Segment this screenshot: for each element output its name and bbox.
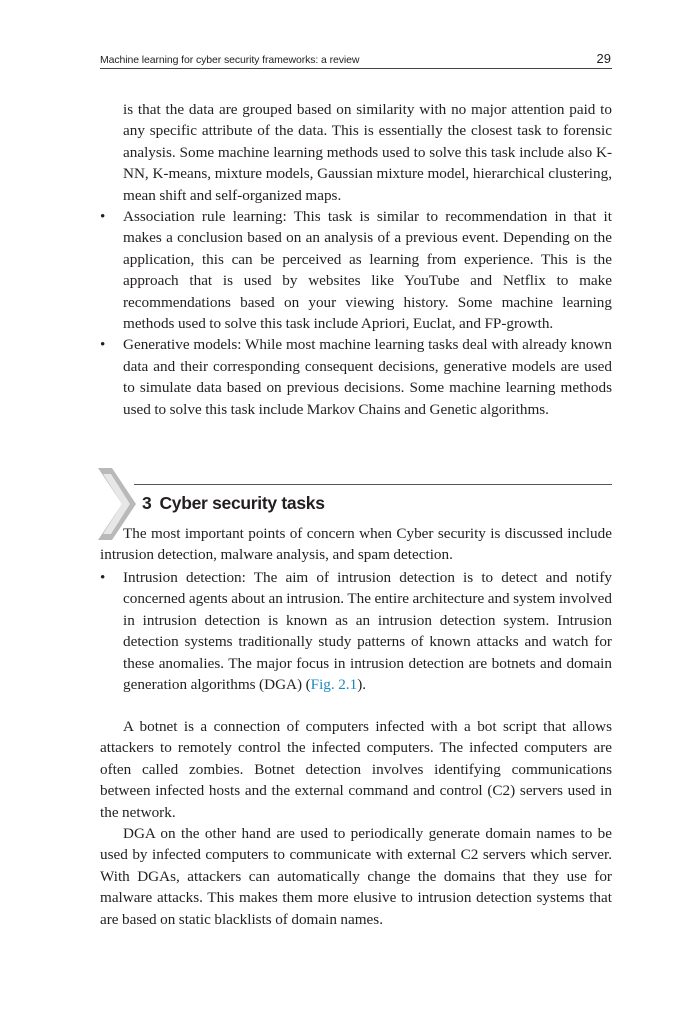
bullet-text: Intrusion detection: The aim of intrusion detection is to detect and notify concerned agents about an intrusion. The entire architecture and system involved in intrusion detection is known as an intrusion detection system. Intrusion detection systems traditionally study patterns of known attacks and watch for these anomalies. The major focus in intrusion detection are botnets and domain generation algorithms (DGA) xyxy=(123,569,612,694)
section-title-text: Cyber security tasks xyxy=(159,493,325,513)
dga-paragraph: DGA on the other hand are used to periodically generate domain names to be used by infected computers to communicate with external C2 servers which server. With DGAs, attackers can automatically change the domains that they use for malware attacks. This makes them more elusive to intrusion detection systems that are based on static blacklists of domain names. xyxy=(100,825,612,928)
section-number: 3 xyxy=(142,493,152,513)
running-title: Machine learning for cyber security frameworks: a review xyxy=(100,54,360,66)
botnet-paragraph: A botnet is a connection of computers infected with a bot script that allows attackers to remotely control the infected computers. The infected computers are often called zombies. Botnet detection involves identifying communications between infected hosts and the external command and control (C2) servers used in the network. xyxy=(100,718,612,821)
bullet-marker: • xyxy=(100,569,106,586)
section-title xyxy=(142,493,325,514)
bullet-text: Generative models: While most machine learning tasks deal with already known data and their corresponding consequent decisions, generative models are used to simulate data based on previous decisions. Some machine learning methods used to solve this task include Markov Chains and Genetic algorithms. xyxy=(123,336,612,418)
running-head xyxy=(100,52,612,69)
intro-block xyxy=(100,523,612,566)
open-paren: ( xyxy=(305,676,311,694)
figure-reference-link[interactable]: Fig. 2.1 xyxy=(310,676,358,694)
page-number: 29 xyxy=(596,51,611,66)
section-intro-paragraph: The most important points of concern when Cyber security is discussed include intrusion detection, malware analysis, and spam detection. xyxy=(100,525,612,564)
bullet-generative-models xyxy=(100,334,612,420)
bullet-text: Association rule learning: This task is similar to recommendation in that it makes a conclusion based on an analysis of a previous event. Depending on the application, this can be perceived as learning from experience. This is the approach that is used by websites like YouTube and Netflix to make recommendations based on your viewing history. Some machine learning methods used to solve this task include Apriori, Euclat, and FP-growth. xyxy=(123,208,612,333)
bullet-intrusion-detection xyxy=(100,567,612,695)
body-paragraphs xyxy=(100,716,612,930)
section-rule xyxy=(134,484,612,485)
intrusion-block xyxy=(100,567,612,695)
bullet-marker: • xyxy=(100,336,106,354)
top-text-block xyxy=(100,99,612,420)
bullet-marker: • xyxy=(100,208,106,226)
bullet-association-rule-learning xyxy=(100,206,612,334)
close-paren: ). xyxy=(357,676,367,694)
continued-paragraph: is that the data are grouped based on similarity with no major attention paid to any specific attribute of the data. This is essentially the closest task to forensic analysis. Some machine learning methods used to solve this task include also K-NN, K-means, mixture models, Gaussian mixture model, hierarchical clustering, mean shift and self-organized maps. xyxy=(123,101,612,204)
